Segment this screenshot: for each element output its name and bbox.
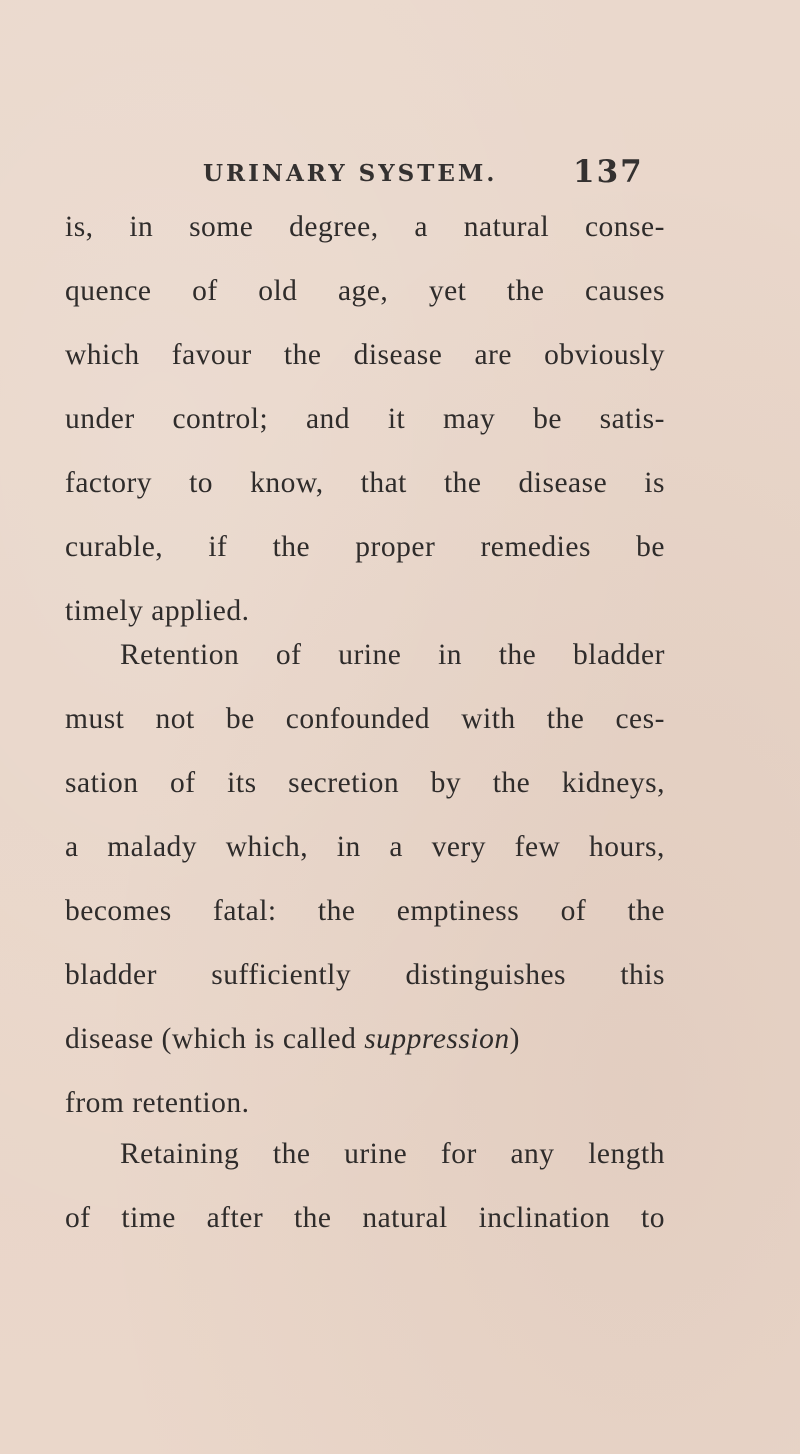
text-line bbox=[65, 879, 665, 943]
word: with bbox=[461, 703, 516, 735]
word: the bbox=[317, 895, 356, 927]
text-line bbox=[65, 387, 665, 451]
word: of bbox=[192, 275, 218, 307]
word: which, bbox=[225, 831, 309, 863]
text-line bbox=[65, 815, 665, 879]
text-line bbox=[65, 323, 665, 387]
word: fatal: bbox=[213, 895, 277, 927]
word: satis- bbox=[599, 403, 665, 435]
word: sufficiently bbox=[211, 959, 352, 991]
word: are bbox=[474, 339, 512, 371]
text-fragment: disease (which is called bbox=[65, 1023, 365, 1055]
word: in bbox=[129, 211, 154, 243]
word: secretion bbox=[288, 767, 400, 799]
word: a bbox=[414, 211, 428, 243]
text-line: from retention. bbox=[65, 1087, 250, 1119]
word: very bbox=[431, 831, 486, 863]
word: of bbox=[560, 895, 587, 927]
word: causes bbox=[585, 275, 665, 307]
word: the bbox=[498, 639, 537, 671]
text-line bbox=[65, 515, 665, 579]
word: Retention bbox=[120, 639, 240, 671]
word: inclination bbox=[478, 1202, 611, 1234]
word: a bbox=[65, 831, 79, 863]
word: disease bbox=[518, 467, 608, 499]
paragraph-1 bbox=[65, 195, 665, 643]
word: conse- bbox=[584, 211, 665, 243]
word: urine bbox=[338, 639, 402, 671]
word: and bbox=[305, 403, 351, 435]
word: bladder bbox=[573, 639, 665, 671]
word: is bbox=[644, 467, 665, 499]
word: disease bbox=[353, 339, 443, 371]
word: in bbox=[438, 639, 463, 671]
word: not bbox=[155, 703, 195, 735]
text-fragment: ) bbox=[509, 1023, 520, 1055]
page-number: 137 bbox=[573, 154, 644, 190]
paragraph-2 bbox=[65, 623, 665, 1135]
word: age, bbox=[337, 275, 389, 307]
word: of bbox=[65, 1202, 91, 1234]
word: length bbox=[588, 1138, 665, 1170]
word: time bbox=[121, 1202, 176, 1234]
word: the bbox=[272, 531, 311, 563]
word: proper bbox=[355, 531, 436, 563]
word: by bbox=[430, 767, 462, 799]
word: kidneys, bbox=[561, 767, 665, 799]
word: degree, bbox=[289, 211, 379, 243]
word: the bbox=[492, 767, 531, 799]
word: ces- bbox=[615, 703, 665, 735]
text-line: timely applied. bbox=[65, 595, 250, 627]
word: be bbox=[533, 403, 562, 435]
word: of bbox=[275, 639, 302, 671]
word: is, bbox=[65, 211, 94, 243]
word: yet bbox=[428, 275, 467, 307]
word: factory bbox=[65, 467, 153, 499]
word: distinguishes bbox=[405, 959, 567, 991]
word: control; bbox=[172, 403, 269, 435]
text-line bbox=[65, 1122, 665, 1186]
text-line bbox=[65, 451, 665, 515]
text-line bbox=[65, 1186, 665, 1250]
word: the bbox=[272, 1138, 311, 1170]
word: which bbox=[65, 339, 140, 371]
word: any bbox=[510, 1138, 555, 1170]
word: Retaining bbox=[120, 1138, 240, 1170]
word: if bbox=[208, 531, 228, 563]
italic-term: suppression bbox=[364, 1023, 510, 1055]
word: the bbox=[293, 1202, 332, 1234]
paragraph-3 bbox=[65, 1122, 665, 1250]
word: natural bbox=[362, 1202, 448, 1234]
word: confounded bbox=[285, 703, 431, 735]
word: natural bbox=[463, 211, 550, 243]
word: hours, bbox=[588, 831, 665, 863]
word: remedies bbox=[480, 531, 591, 563]
text-line bbox=[65, 195, 665, 259]
word: be bbox=[225, 703, 255, 735]
word: the bbox=[506, 275, 545, 307]
text-line bbox=[65, 943, 665, 1007]
running-head-title: URINARY SYSTEM. bbox=[203, 160, 498, 187]
word: know, bbox=[250, 467, 324, 499]
word: after bbox=[206, 1202, 264, 1234]
text-line bbox=[65, 259, 665, 323]
text-line bbox=[65, 751, 665, 815]
word: to bbox=[641, 1202, 665, 1234]
word: favour bbox=[171, 339, 252, 371]
word: sation bbox=[65, 767, 139, 799]
text-line bbox=[65, 687, 665, 751]
word: in bbox=[336, 831, 361, 863]
word: urine bbox=[344, 1138, 408, 1170]
word: few bbox=[514, 831, 561, 863]
word: may bbox=[443, 403, 496, 435]
text-line bbox=[65, 623, 665, 687]
running-header bbox=[203, 154, 673, 200]
word: its bbox=[227, 767, 257, 799]
word: quence bbox=[65, 275, 152, 307]
word: the bbox=[443, 467, 482, 499]
word: must bbox=[65, 703, 125, 735]
word: the bbox=[627, 895, 665, 927]
word: emptiness bbox=[396, 895, 520, 927]
word: that bbox=[360, 467, 407, 499]
word: some bbox=[189, 211, 254, 243]
word: becomes bbox=[65, 895, 172, 927]
word: the bbox=[546, 703, 585, 735]
word: for bbox=[440, 1138, 477, 1170]
word: the bbox=[283, 339, 322, 371]
word: under bbox=[65, 403, 135, 435]
word: bladder bbox=[65, 959, 157, 991]
word: of bbox=[170, 767, 196, 799]
word: it bbox=[387, 403, 406, 435]
word: be bbox=[636, 531, 665, 563]
word: malady bbox=[107, 831, 198, 863]
word: a bbox=[389, 831, 403, 863]
word: to bbox=[189, 467, 214, 499]
word: old bbox=[258, 275, 298, 307]
word: this bbox=[620, 959, 665, 991]
text-line-with-italic bbox=[65, 1007, 665, 1071]
word: obviously bbox=[544, 339, 665, 371]
word: curable, bbox=[65, 531, 164, 563]
